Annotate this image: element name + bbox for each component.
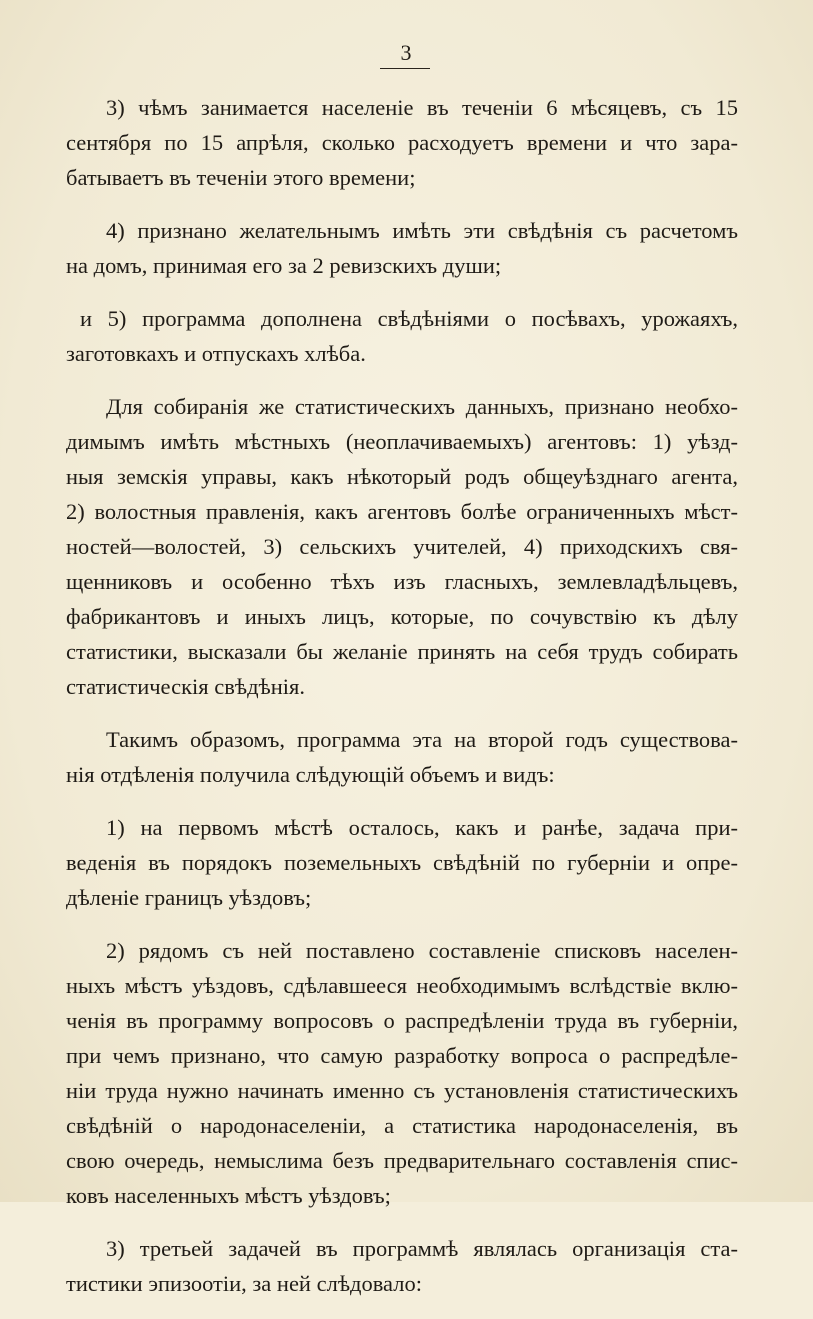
text-line: 4) признано желательнымъ имѣть эти свѣдѣнія съ расчетомъ (106, 218, 738, 243)
text-line: фабрикантовъ и иныхъ лицъ, которые, по сочувствію къ дѣлу (66, 604, 738, 629)
text-line: сентября по 15 апрѣля, сколько расходуетъ времени и что зара- (66, 130, 738, 155)
text-line: свою очередь, немыслима безъ предварительнаго составленія спис- (66, 1148, 738, 1173)
text-line: статистики, высказали бы желаніе принять на себя трудъ собирать (66, 639, 738, 664)
text-line: свѣдѣній о народонаселеніи, а статистика народонаселенія, въ (66, 1113, 738, 1138)
text-line: 2) волостныя правленія, какъ агентовъ болѣе ограниченныхъ мѣст- (66, 499, 738, 524)
text-line: димымъ имѣть мѣстныхъ (неоплачиваемыхъ) агентовъ: 1) уѣзд- (66, 429, 738, 454)
text-line: и 5) программа дополнена свѣдѣніями о посѣвахъ, урожаяхъ, (80, 306, 738, 331)
text-line: батываетъ въ теченіи этого времени; (66, 165, 416, 190)
text-line: при чемъ признано, что самую разработку вопроса о распредѣле- (66, 1043, 738, 1068)
text-line: ковъ населенныхъ мѣстъ уѣздовъ; (66, 1183, 391, 1208)
text-line: 3) чѣмъ занимается населеніе въ теченіи 6 мѣсяцевъ, съ 15 (106, 95, 738, 120)
text-line: ныя земскія управы, какъ нѣкоторый родъ общеуѣзднаго агента, (66, 464, 738, 489)
text-line: на домъ, принимая его за 2 ревизскихъ души; (66, 253, 502, 278)
body-text (66, 90, 738, 1319)
paragraph (66, 90, 738, 195)
text-line: ніи труда нужно начинать именно съ установленія статистическихъ (66, 1078, 738, 1103)
text-line: 3) третьей задачей въ программѣ являлась организація ста- (106, 1236, 738, 1261)
text-line: Такимъ образомъ, программа эта на второй годъ существова- (106, 727, 738, 752)
text-line: веденія въ порядокъ поземельныхъ свѣдѣній по губерніи и опре- (66, 850, 738, 875)
page-number-rule (380, 68, 430, 69)
text-line: дѣленіе границъ уѣздовъ; (66, 885, 312, 910)
text-line: ченія въ программу вопросовъ о распредѣленіи труда въ губерніи, (66, 1008, 738, 1033)
text-line: щенниковъ и особенно тѣхъ изъ гласныхъ, землевладѣльцевъ, (66, 569, 738, 594)
paragraph (66, 1231, 738, 1301)
paragraph (66, 810, 738, 915)
paragraph (66, 722, 738, 792)
text-line: тистики эпизоотіи, за ней слѣдовало: (66, 1271, 422, 1296)
paragraph (66, 933, 738, 1213)
text-line: нія отдѣленія получила слѣдующій объемъ и видъ: (66, 762, 555, 787)
text-line: статистическія свѣдѣнія. (66, 674, 305, 699)
text-line: ныхъ мѣстъ уѣздовъ, сдѣлавшееся необходимымъ вслѣдствіе вклю- (66, 973, 738, 998)
text-line: 1) на первомъ мѣстѣ осталось, какъ и ранѣе, задача при- (106, 815, 738, 840)
paragraph (66, 301, 738, 371)
text-line: заготовкахъ и отпускахъ хлѣба. (66, 341, 366, 366)
paragraph (66, 213, 738, 283)
text-line: 2) рядомъ съ ней поставлено составленіе списковъ населен- (106, 938, 738, 963)
page-number: 3 (400, 40, 413, 65)
text-line: ностей—волостей, 3) сельскихъ учителей, 4) приходскихъ свя- (66, 534, 738, 559)
text-line: Для собиранія же статистическихъ данныхъ, признано необхо- (106, 394, 738, 419)
paragraph (66, 389, 738, 704)
